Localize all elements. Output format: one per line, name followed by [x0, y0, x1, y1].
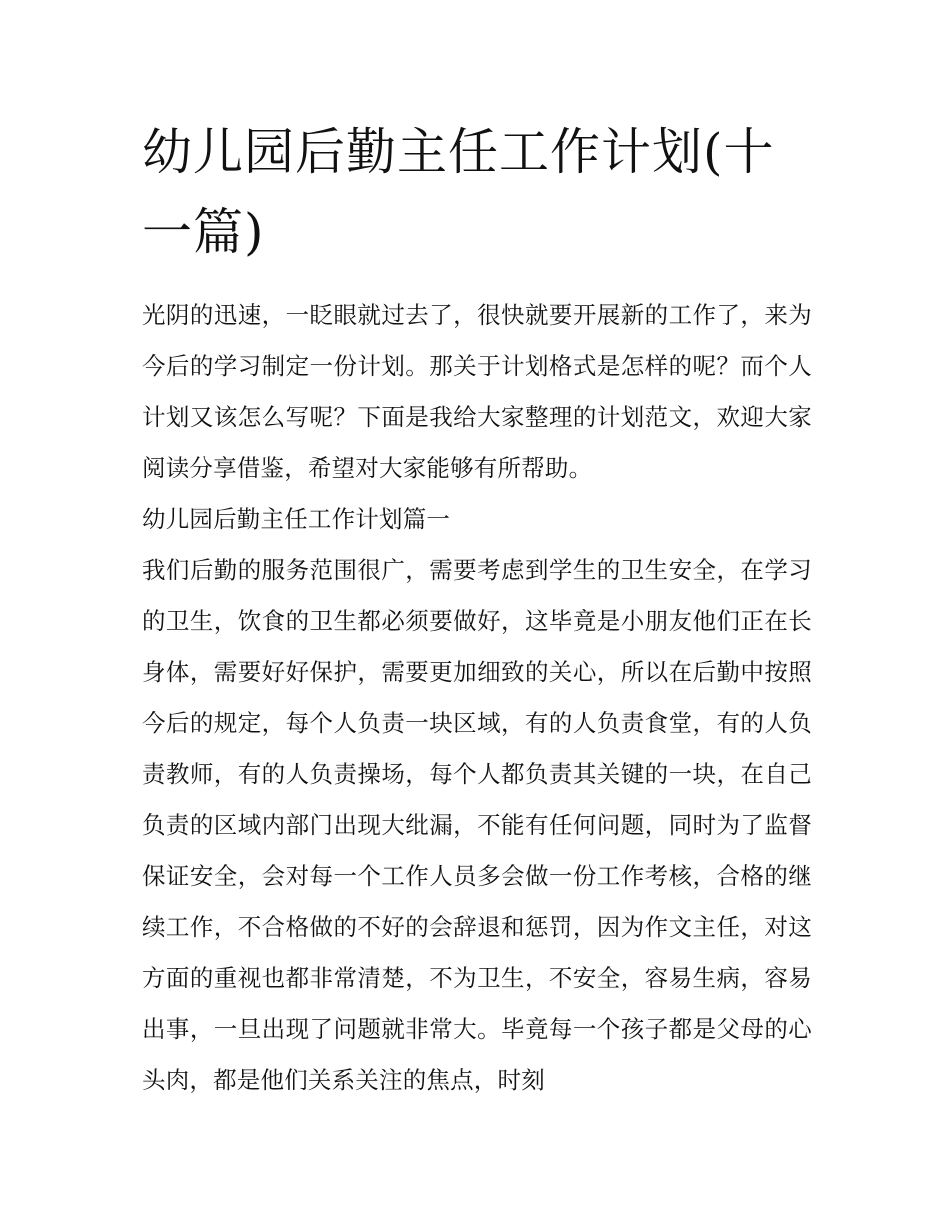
document-content — [142, 112, 812, 1106]
body-paragraph: 我们后勤的服务范围很广，需要考虑到学生的卫生安全，在学习的卫生，饮食的卫生都必须要做好，这毕竟是小朋友他们正在长身体，需要好好保护，需要更加细致的关心，所以在后勤中按照今后的规定，每个人负责一块区域，有的人负责食堂，有的人负责教师，有的人负责操场，每个人都负责其关键的一块，在自己负责的区域内部门出现大纰漏，不能有任何问题，同时为了监督保证安全，会对每一个工作人员多会做一份工作考核，合格的继续工作，不合格做的不好的会辞退和惩罚，因为作文主任，对这方面的重视也都非常清楚，不为卫生，不安全，容易生病，容易出事，一旦出现了问题就非常大。毕竟每一个孩子都是父母的心头肉，都是他们关系关注的焦点，时刻 — [142, 556, 812, 1094]
intro-paragraph: 光阴的迅速，一眨眼就过去了，很快就要开展新的工作了，来为今后的学习制定一份计划。那关于计划格式是怎样的呢？而个人计划又该怎么写呢？下面是我给大家整理的计划范文，欢迎大家阅读分享借鉴，希望对大家能够有所帮助。 — [142, 301, 812, 482]
document-title: 幼儿园后勤主任工作计划(十一篇) — [142, 123, 775, 261]
document-body — [142, 290, 812, 1106]
section-heading: 幼儿园后勤主任工作计划篇一 — [142, 505, 451, 533]
